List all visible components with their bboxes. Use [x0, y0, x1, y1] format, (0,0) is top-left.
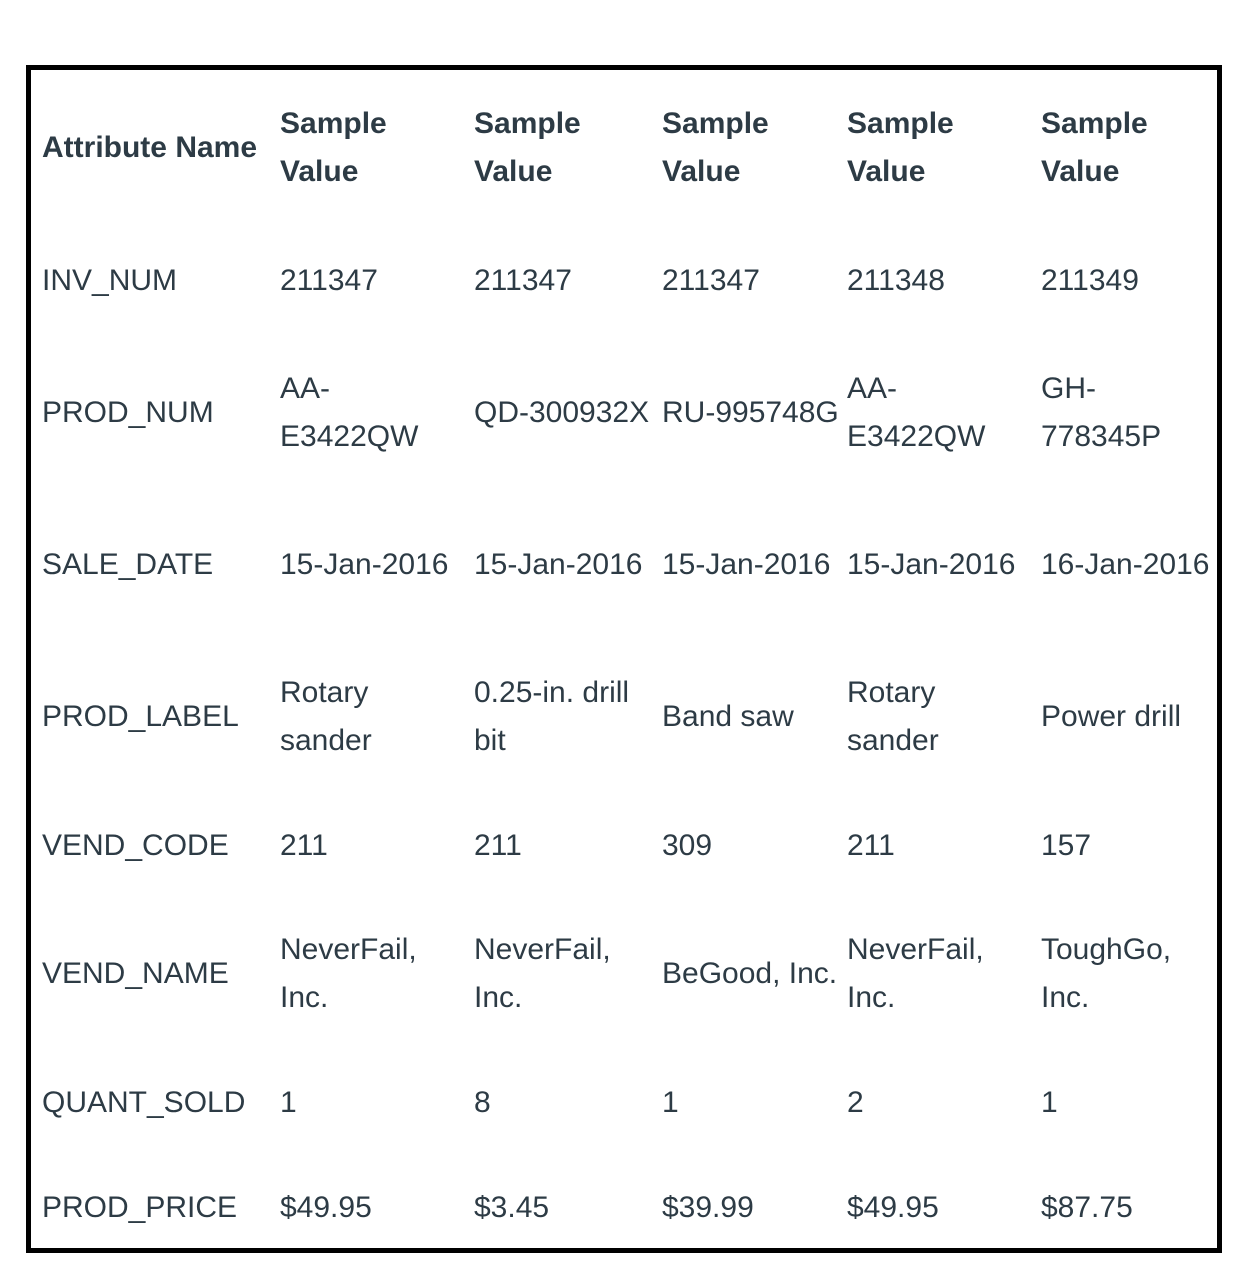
value-cell: Power drill — [1041, 700, 1182, 733]
header-sample-value: Sample Value — [1041, 106, 1148, 188]
attribute-cell: VEND_NAME — [42, 957, 229, 990]
table-row — [36, 337, 1216, 489]
value-cell: 8 — [474, 1085, 491, 1119]
attribute-sample-table — [36, 70, 1216, 1260]
value-cell: 1 — [1041, 1085, 1058, 1119]
value-cell: $49.95 — [280, 1190, 372, 1224]
value-cell: 211347 — [280, 264, 378, 297]
value-cell: AA-E3422QW — [280, 372, 419, 453]
attribute-cell: INV_NUM — [42, 264, 178, 297]
value-cell: NeverFail, Inc. — [280, 933, 417, 1014]
value-cell: 1 — [662, 1085, 679, 1119]
table-row — [36, 793, 1216, 898]
value-cell: GH-778345P — [1041, 372, 1162, 453]
value-cell: 211 — [280, 828, 328, 862]
table-row — [36, 1155, 1216, 1260]
value-cell: 309 — [662, 828, 713, 862]
attribute-cell: PROD_PRICE — [42, 1190, 238, 1224]
attribute-cell: QUANT_SOLD — [42, 1085, 246, 1119]
header-sample-value: Sample Value — [474, 106, 581, 188]
table-row — [36, 641, 1216, 793]
value-cell: Rotary sander — [847, 676, 939, 757]
attribute-cell: VEND_CODE — [42, 828, 229, 862]
value-cell: NeverFail, Inc. — [847, 933, 984, 1014]
value-cell: $87.75 — [1041, 1190, 1133, 1224]
value-cell: 16-Jan-2016 — [1041, 548, 1210, 581]
attribute-cell: SALE_DATE — [42, 548, 214, 581]
value-cell: Rotary sander — [280, 676, 372, 757]
value-cell: Band saw — [662, 700, 794, 733]
table-row — [36, 489, 1216, 641]
header-sample-value: Sample Value — [280, 106, 387, 188]
attribute-cell: PROD_NUM — [42, 396, 214, 429]
value-cell: 211 — [847, 828, 895, 862]
attribute-cell: PROD_LABEL — [42, 700, 239, 733]
value-cell: 15-Jan-2016 — [847, 548, 1016, 581]
table-row — [36, 225, 1216, 337]
value-cell: 1 — [280, 1085, 297, 1119]
value-cell: RU-995748G — [662, 396, 839, 429]
header-sample-value: Sample Value — [847, 106, 954, 188]
value-cell: $3.45 — [474, 1190, 550, 1224]
value-cell: 15-Jan-2016 — [474, 548, 643, 581]
table-header-row — [36, 70, 1216, 225]
value-cell: 15-Jan-2016 — [662, 548, 831, 581]
value-cell: AA-E3422QW — [847, 372, 986, 453]
value-cell: 211348 — [847, 264, 945, 297]
value-cell: 211347 — [474, 264, 572, 297]
value-cell: ToughGo, Inc. — [1041, 933, 1172, 1014]
value-cell: $39.99 — [662, 1190, 754, 1224]
value-cell: 211349 — [1041, 264, 1139, 297]
value-cell: BeGood, Inc. — [662, 957, 838, 990]
value-cell: 0.25-in. drill bit — [474, 676, 630, 757]
header-sample-value: Sample Value — [662, 106, 769, 188]
value-cell: 15-Jan-2016 — [280, 548, 449, 581]
value-cell: 211347 — [662, 264, 760, 297]
value-cell: NeverFail, Inc. — [474, 933, 611, 1014]
header-attribute-name: Attribute Name — [42, 130, 258, 164]
value-cell: 157 — [1041, 828, 1092, 862]
value-cell: 2 — [847, 1085, 864, 1119]
table-frame — [26, 65, 1222, 1253]
table-row — [36, 1050, 1216, 1155]
value-cell: $49.95 — [847, 1190, 939, 1224]
value-cell: 211 — [474, 828, 522, 862]
value-cell: QD-300932X — [474, 396, 650, 429]
table-row — [36, 898, 1216, 1050]
